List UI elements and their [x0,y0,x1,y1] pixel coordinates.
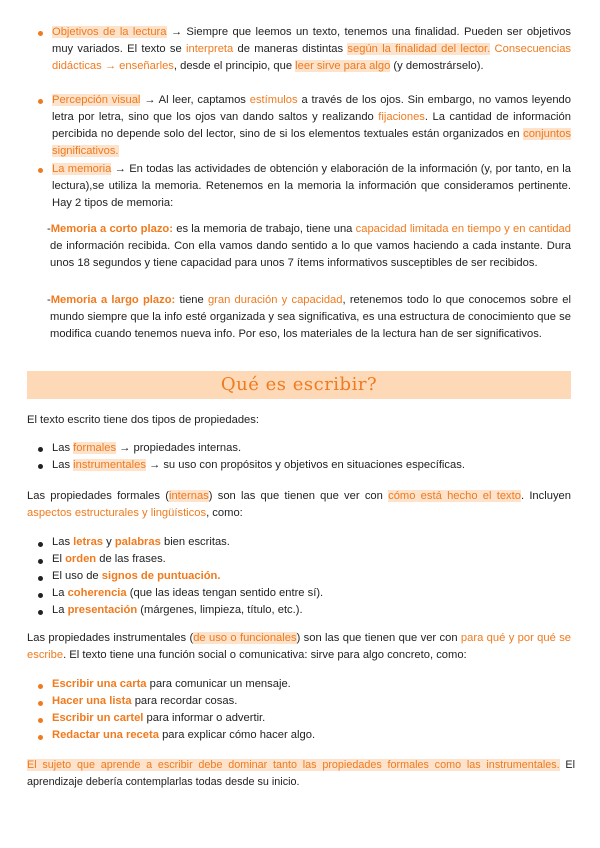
text: de las frases. [96,553,166,565]
prop-formales [52,440,241,457]
text: Las [52,442,74,454]
bullet-dot [38,701,43,706]
text: → En todas las actividades de obtención y elaboración de la información (y, por tanto, en la lectura),se utiliza la memoria. Retenemos en la memoria la información que consideramos pertinente. Hay 2 tipos de memoria: [52,163,571,209]
intro-text: El texto escrito tiene dos tipos de propiedades: [27,414,259,426]
dash: - [47,294,51,306]
text: → propiedades internas. [116,442,242,454]
term-percepcion: Percepción visual [52,94,141,106]
text: tiene [175,294,208,306]
formal-item [52,534,230,551]
text: Las [52,536,74,548]
bullet-percepcion [52,92,571,160]
text: . El texto tiene una función social o comunicativa: sirve para algo concreto, como: [63,649,467,661]
text: ) son las que tienen que ver con [296,632,461,644]
keyword: cómo está hecho el texto [388,490,521,502]
instrumentales-paragraph [27,630,571,664]
bullet-dot [38,718,43,723]
bullet-dot [38,576,43,581]
text: El aprendizaje debería contemplarlas todas desde su inicio. [27,759,575,788]
text: (márgenes, limpieza, título, etc.). [137,604,303,616]
text: de maneras distintas [233,43,348,55]
instr-item [52,693,237,710]
text: → Siempre que leemos un texto, tenemos una finalidad. Pueden ser objetivos muy variados. El texto se [52,26,571,55]
text: para comunicar un mensaje. [146,678,291,690]
bullet-dot [38,684,43,689]
bullet-dot [38,99,43,104]
memoria-corto-plazo [47,221,572,272]
text: La [52,604,68,616]
term-largo-plazo: Memoria a largo plazo: [50,294,176,306]
keyword: aspectos estructurales y lingüísticos [27,507,207,519]
text: → su uso con propósitos y objetivos en situaciones específicas. [145,459,465,471]
text: (que las ideas tengan sentido entre sí). [126,587,324,599]
text: Las propiedades formales ( [27,490,169,502]
text: Las [52,459,74,471]
formal-item [52,568,220,585]
keyword: instrumentales [73,459,146,471]
formal-item [52,602,303,619]
text: → Al leer, captamos [140,94,250,106]
formal-item [52,551,166,568]
bullet-dot [38,593,43,598]
term-memoria: La memoria [52,163,112,175]
formales-paragraph [27,488,571,522]
text: para informar o advertir. [143,712,266,724]
text: es la memoria de trabajo, tiene una [172,223,356,235]
bullet-memoria [52,161,571,212]
dash: - [47,223,51,235]
text: (y demostrárselo). [390,60,484,72]
text: a través de los ojos. Sin embargo, no vamos leyendo letra por letra, sino que los ojos van dando saltos y realizando [52,94,571,123]
keyword: para qué y por qué se escribe [27,632,572,661]
text: para recordar cosas. [131,695,238,707]
keyword: palabras [114,536,161,548]
instr-item [52,727,315,744]
keyword: de uso o funcionales [193,632,297,644]
bullet-dot [38,464,43,469]
prop-instrumentales [52,457,465,474]
keyword: Redactar una receta [52,729,159,741]
keyword: coherencia [67,587,127,599]
text: . Incluyen [520,490,571,502]
text: La [52,587,68,599]
keyword: formales [73,442,117,454]
text: . La cantidad de información percibida no depende solo del lector, sino de si los elementos textuales están organizados en [52,111,571,140]
keyword: capacidad limitada en tiempo y en cantidad [355,223,572,235]
text: El uso de [52,570,102,582]
keyword: Consecuencias didácticas → enseñarles [52,43,572,72]
formal-item [52,585,323,602]
keyword: interpreta [185,43,234,55]
keyword: presentación [67,604,138,616]
keyword: letras [73,536,104,548]
bullet-dot [38,31,43,36]
text: , desde el principio, que [173,60,296,72]
closing-paragraph [27,757,575,791]
text: , retenemos todo lo que conocemos sobre el mundo siempre que la info esté organizada y sea significativa, es una estructura de conocimiento que se modifica cuando tenemos nueva info. Por eso, los materiales de la lectura han de ser significativos. [50,294,571,340]
instr-item [52,676,291,693]
keyword: gran duración y capacidad [207,294,343,306]
term-corto-plazo: Memoria a corto plazo: [50,223,173,235]
keyword: Hacer una lista [52,695,132,707]
section-banner [27,371,571,399]
text: y [103,536,115,548]
bullet-dot [38,447,43,452]
text: El [52,553,66,565]
text: Las propiedades instrumentales ( [27,632,194,644]
text: de información recibida. Con ella vamos dando sentido a lo que vamos haciendo a cada instante. Dura unos 18 segundos y tiene capacidad para unos 7 ítems informativos susceptibles de ser recibidos. [50,240,571,269]
keyword: internas [168,490,209,502]
keyword: leer sirve para algo [295,60,391,72]
text: bien escritas. [160,536,230,548]
text: para explicar cómo hacer algo. [158,729,316,741]
keyword: Escribir una carta [52,678,147,690]
keyword: fijaciones [378,111,425,123]
bullet-dot [38,168,43,173]
keyword: orden [65,553,97,565]
keyword: Escribir un cartel [52,712,144,724]
memoria-largo-plazo [47,292,571,343]
text: , como: [206,507,243,519]
bullet-dot [38,559,43,564]
text: ) son las que tienen que ver con [208,490,389,502]
bullet-dot [38,542,43,547]
section-title: Qué es escribir? [220,374,378,395]
keyword: El sujeto que aprende a escribir debe dominar tanto las propiedades formales como las instrumentales. [27,759,560,771]
keyword: según la finalidad del lector. [347,43,491,55]
term-objetivos: Objetivos de la lectura [52,26,167,38]
keyword: estímulos [249,94,298,106]
instr-item [52,710,265,727]
bullet-dot [38,610,43,615]
keyword: signos de puntuación. [101,570,221,582]
keyword: conjuntos significativos. [52,128,571,157]
bullet-objetivos [52,24,571,75]
bullet-dot [38,735,43,740]
